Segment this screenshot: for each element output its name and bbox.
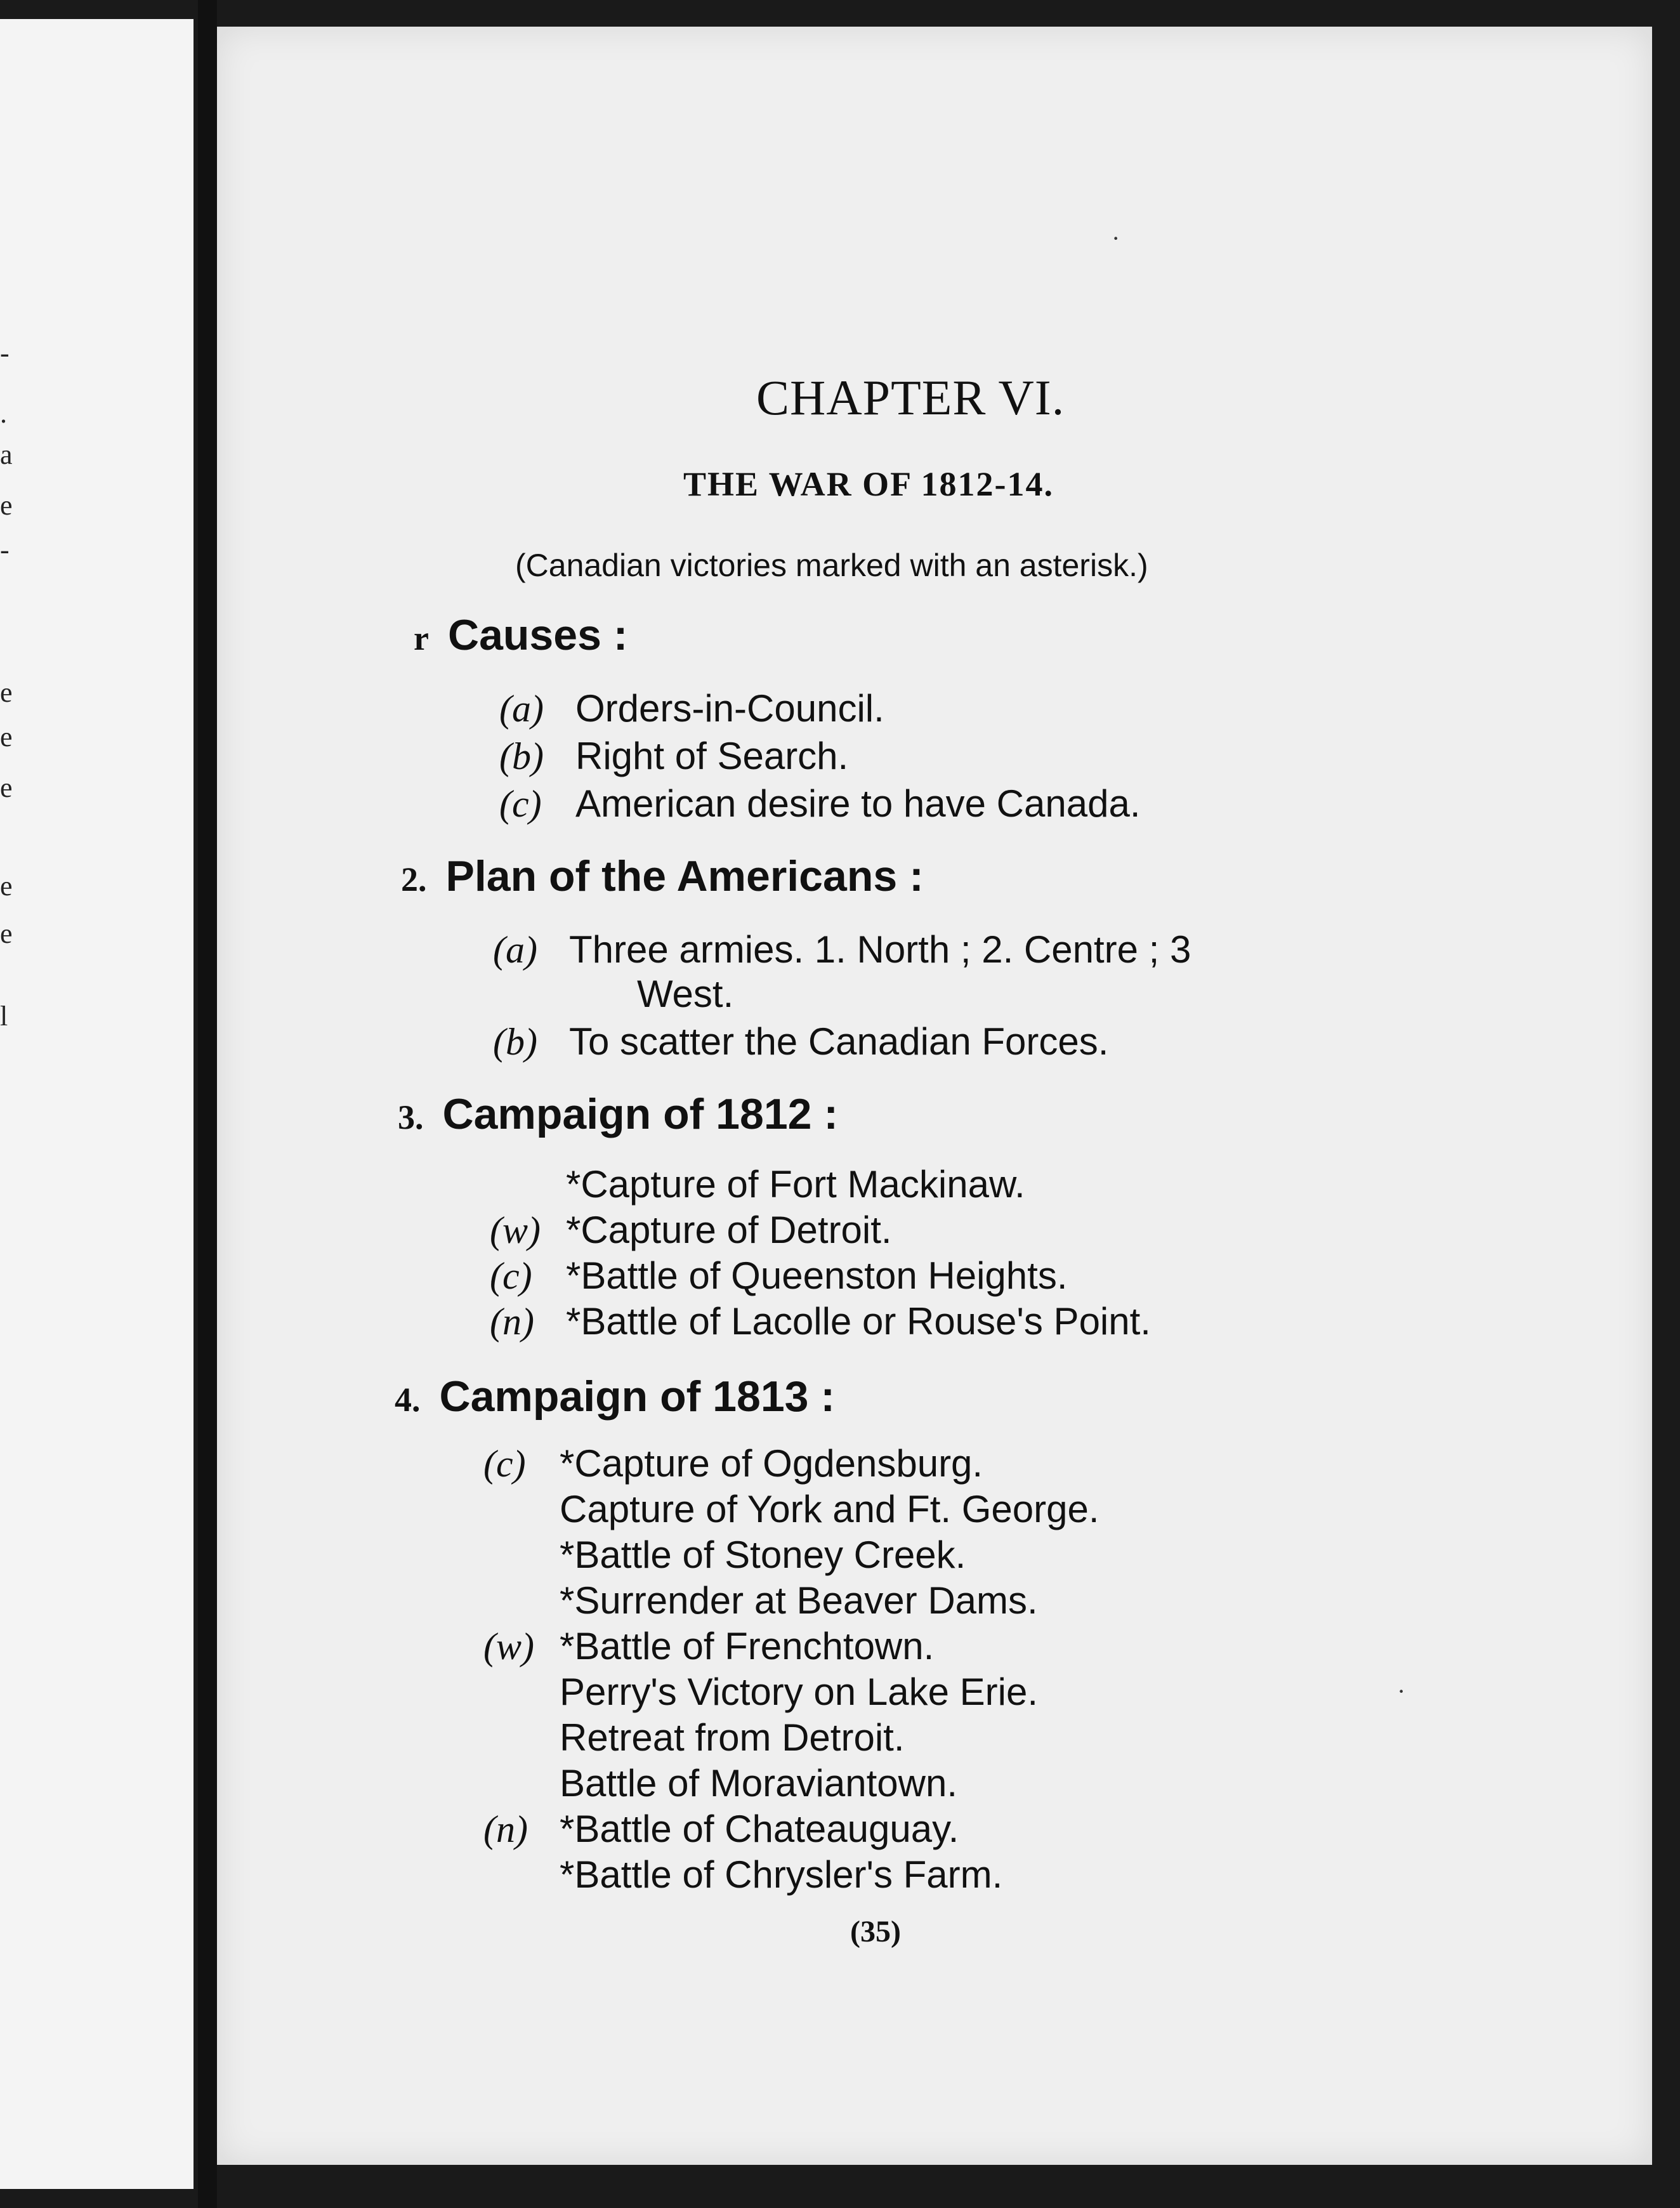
document-page [217, 27, 1652, 2165]
section-heading [398, 1089, 838, 1139]
item-text: American desire to have Canada. [575, 782, 1141, 825]
item-tag: (w) [483, 1626, 534, 1667]
list-item [483, 1716, 905, 1759]
section-heading [401, 851, 924, 901]
facing-page-fragment: . [0, 398, 7, 429]
list-item [483, 1533, 966, 1577]
section-number: r [414, 619, 429, 657]
item-text: *Battle of Frenchtown. [560, 1625, 935, 1667]
list-item [483, 1670, 1038, 1714]
facing-page-fragment: e [0, 772, 13, 803]
list-item [493, 1020, 1108, 1064]
facing-page-fragment: - [0, 338, 10, 369]
item-tag: (c) [499, 783, 542, 825]
section-title: Campaign of 1813 : [439, 1372, 835, 1421]
list-item [490, 1299, 1151, 1344]
item-text: *Capture of Detroit. [566, 1209, 892, 1251]
item-tag: (c) [490, 1255, 532, 1297]
item-tag: (n) [483, 1808, 528, 1850]
list-item [483, 1761, 957, 1805]
list-item [493, 928, 1191, 972]
facing-page-fragment: e [0, 871, 13, 902]
paper-speck: · [1397, 1677, 1406, 1705]
paper-speck: · [1112, 224, 1120, 253]
list-item [490, 1254, 1068, 1298]
item-tag: (a) [499, 688, 544, 730]
item-text: To scatter the Canadian Forces. [569, 1020, 1109, 1063]
item-text: *Battle of Lacolle or Rouse's Point. [566, 1300, 1151, 1343]
section-title: Campaign of 1812 : [442, 1090, 838, 1138]
facing-page-fragment: l [0, 1001, 8, 1032]
list-item [499, 687, 884, 731]
list-item [490, 1208, 892, 1252]
list-item [483, 1624, 934, 1669]
item-text: *Capture of Ogdensburg. [560, 1442, 983, 1485]
facing-page-fragment: e [0, 677, 13, 708]
item-text: Perry's Victory on Lake Erie. [560, 1671, 1038, 1713]
list-item [483, 1487, 1099, 1531]
section-heading [414, 610, 627, 660]
item-text: Retreat from Detroit. [560, 1716, 905, 1759]
section-title: Plan of the Americans : [445, 852, 924, 900]
section-number: 2. [401, 860, 427, 898]
list-item [490, 1162, 1025, 1206]
item-text: Capture of York and Ft. George. [560, 1488, 1099, 1530]
facing-page-fragment: - [0, 534, 10, 565]
item-text: *Surrender at Beaver Dams. [560, 1579, 1038, 1622]
asterisk-note: (Canadian victories marked with an asterisk.) [515, 548, 1148, 583]
list-item [499, 782, 1141, 826]
chapter-subtitle: THE WAR OF 1812-14. [683, 465, 1054, 503]
item-text: Orders-in-Council. [575, 687, 884, 730]
item-tag: (a) [493, 929, 537, 971]
facing-page-fragment: a [0, 439, 13, 470]
item-text: *Battle of Stoney Creek. [560, 1534, 966, 1576]
list-item [483, 1853, 1002, 1896]
item-tag: (n) [490, 1301, 534, 1343]
list-item [499, 734, 848, 779]
item-text: *Battle of Chateauguay. [560, 1808, 959, 1850]
item-text: Battle of Moraviantown. [560, 1762, 957, 1804]
item-continuation: West. [637, 973, 734, 1015]
facing-page-fragment: e [0, 918, 13, 949]
item-tag: (w) [490, 1209, 541, 1251]
facing-page-fragment: e [0, 721, 13, 752]
item-text: Three armies. 1. North ; 2. Centre ; 3 [569, 928, 1191, 971]
list-item [483, 1807, 959, 1851]
page-number: (35) [850, 1915, 901, 1948]
facing-page [0, 19, 194, 2189]
book-binding [198, 0, 217, 2208]
item-text: *Battle of Queenston Heights. [566, 1254, 1068, 1297]
item-tag: (b) [499, 735, 544, 777]
item-tag: (b) [493, 1021, 537, 1063]
list-item [483, 1579, 1038, 1622]
item-text: *Battle of Chrysler's Farm. [560, 1853, 1003, 1896]
item-tag: (c) [483, 1443, 526, 1485]
section-number: 3. [398, 1098, 424, 1136]
item-text: *Capture of Fort Mackinaw. [566, 1163, 1025, 1206]
item-text: Right of Search. [575, 735, 849, 777]
section-number: 4. [395, 1381, 421, 1419]
facing-page-fragment: e [0, 490, 13, 521]
list-item [483, 1442, 983, 1486]
chapter-title: CHAPTER VI. [756, 370, 1065, 425]
section-title: Causes : [447, 611, 628, 659]
section-heading [395, 1372, 835, 1421]
